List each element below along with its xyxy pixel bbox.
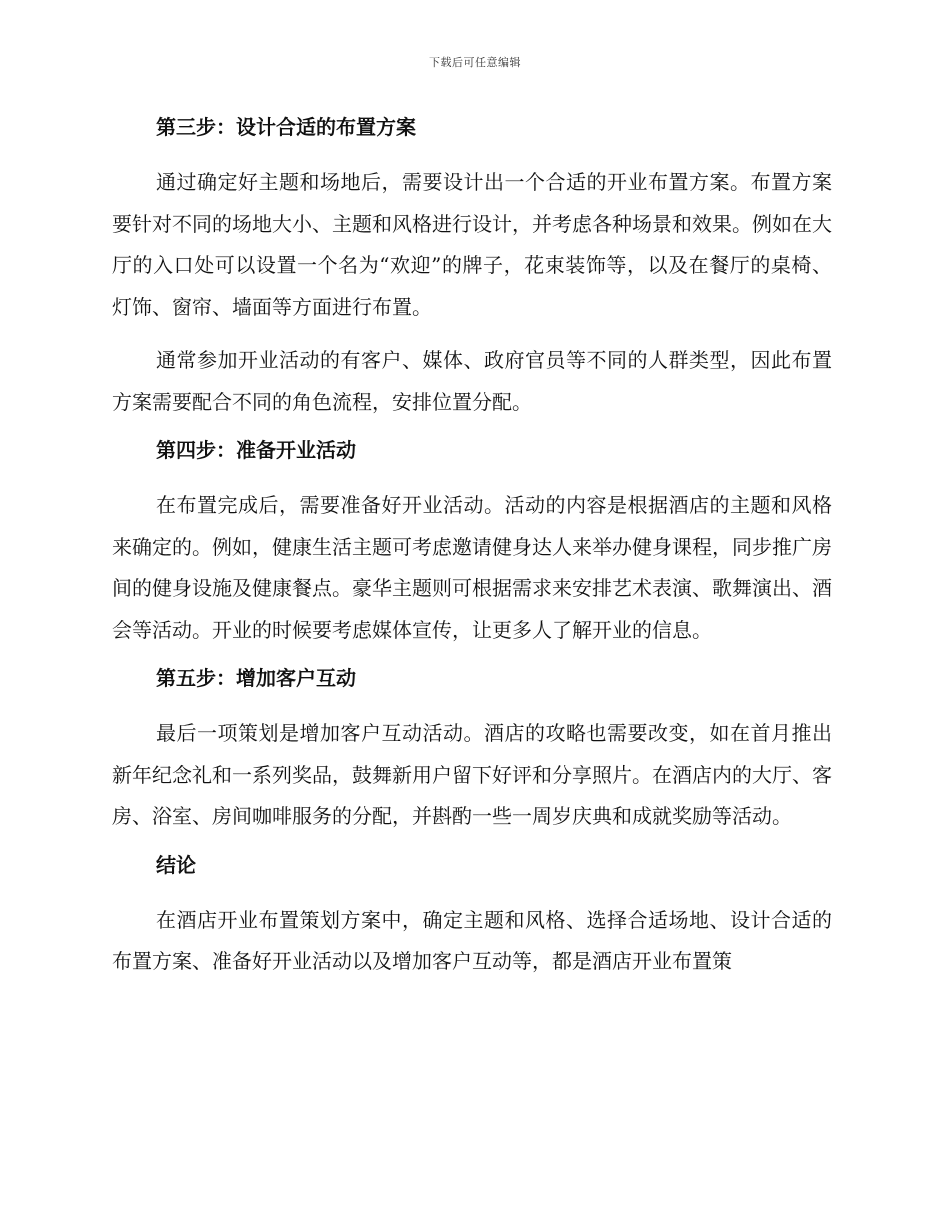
paragraph-attendees: 通常参加开业活动的有客户、媒体、政府官员等不同的人群类型，因此布置方案需要配合不同的角色流程，安排位置分配。: [112, 348, 832, 414]
paragraph-layout-plan: 通过确定好主题和场地后，需要设计出一个合适的开业布置方案。布置方案要针对不同的场地大小、主题和风格进行设计，并考虑各种场景和效果。例如在大厅的入口处可以设置一个名为“欢迎”的牌子，花束装饰等，以及在餐厅的桌椅、灯饰、窗帘、墙面等方面进行布置。: [112, 170, 832, 319]
paragraph-customer-interaction: 最后一项策划是增加客户互动活动。酒店的攻略也需要改变，如在首月推出新年纪念礼和一系列奖品，鼓舞新用户留下好评和分享照片。在酒店内的大厅、客房、浴室、房间咖啡服务的分配，并斟酌一些一周岁庆典和成就奖励等活动。: [112, 721, 832, 828]
header-note: 下载后可任意编辑: [429, 56, 521, 69]
paragraph-opening-activities: 在布置完成后，需要准备好开业活动。活动的内容是根据酒店的主题和风格来确定的。例如，健康生活主题可考虑邀请健身达人来举办健身课程，同步推广房间的健身设施及健康餐点。豪华主题则可根据需求来安排艺术表演、歌舞演出、酒会等活动。开业的时候要考虑媒体宣传，让更多人了解开业的信息。: [112, 493, 832, 642]
section-heading-step4: 第四步：准备开业活动: [156, 438, 356, 462]
section-heading-conclusion: 结论: [156, 852, 196, 877]
document-body: [112, 110, 832, 983]
section-heading-step3: 第三步：设计合适的布置方案: [156, 115, 416, 139]
paragraph-conclusion: 在酒店开业布置策划方案中，确定主题和风格、选择合适场地、设计合适的布置方案、准备好开业活动以及增加客户互动等，都是酒店开业布置策: [112, 907, 832, 973]
section-heading-step5: 第五步：增加客户互动: [156, 666, 356, 690]
